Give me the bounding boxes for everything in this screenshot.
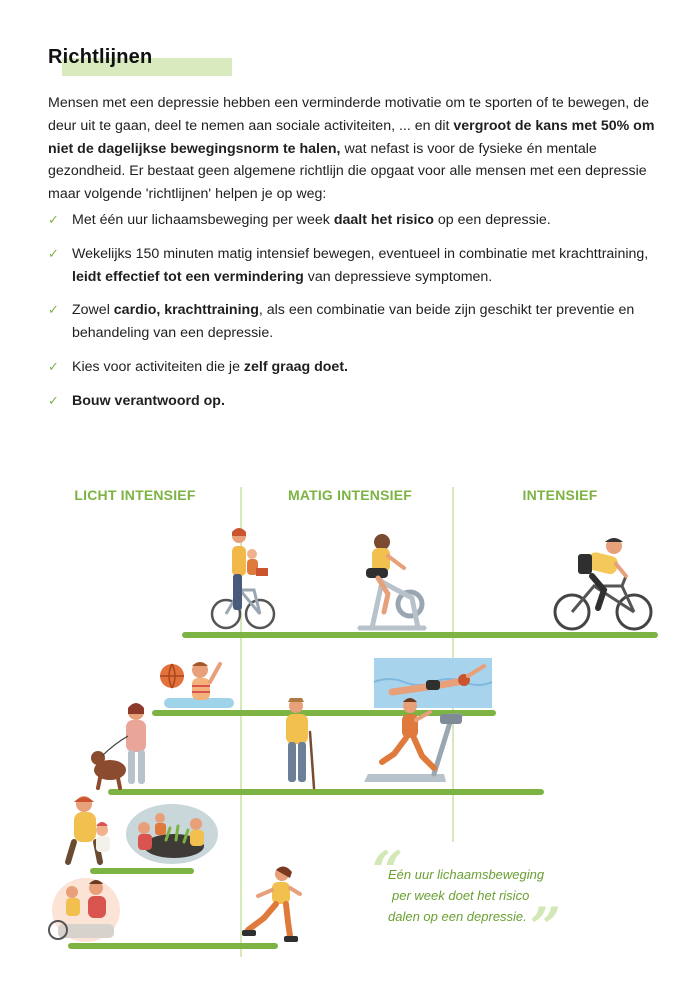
guideline-text: op een depressie.: [433, 212, 551, 228]
guideline-text: Kies voor activiteiten die je: [72, 358, 244, 375]
guideline-text-bold: leidt effectief tot een vermindering: [72, 268, 304, 285]
guideline-item: [48, 243, 660, 289]
intro-paragraph: [48, 92, 660, 206]
guideline-list: [48, 209, 660, 424]
treadmill-runner-icon: [360, 694, 464, 790]
guideline-text: Wekelijks 150 minuten matig intensief bewegen, eventueel in combinatie met krachttraining,: [72, 245, 649, 262]
guideline-text: , als een combinatie van beide zijn geschikt ter preventie en behandeling van een depressie.: [72, 302, 635, 342]
column-heading-intense: INTENSIEF: [522, 487, 598, 503]
exercise-bike-icon: [352, 528, 432, 632]
close-quote-icon: ”: [530, 895, 562, 959]
family-crafting-icon: [50, 874, 120, 944]
guideline-item: [48, 390, 660, 413]
quote-text: [388, 864, 608, 927]
guideline-text-bold: Bouw verantwoord op.: [72, 392, 225, 409]
guideline-text-bold: cardio, krachttraining: [113, 302, 259, 319]
page-title: Richtlijnen: [48, 46, 153, 68]
guideline-text: van depressieve symptomen.: [303, 268, 493, 285]
activity-bar: [108, 789, 544, 795]
intro-text-bold: vergroot de kans met 50% om niet de dagelijkse bewegingsnorm te halen,: [48, 117, 655, 157]
gardening-family-icon: [60, 792, 120, 868]
guideline-item: [48, 299, 660, 345]
column-heading-moderate: MATIG INTENSIEF: [287, 487, 413, 503]
guideline-item: [48, 356, 660, 379]
check-icon: ✓: [48, 392, 59, 408]
check-icon: ✓: [48, 245, 59, 261]
title-block: [48, 46, 152, 69]
quote-line: per week doet het risico: [392, 888, 530, 903]
guideline-text-bold: daalt het risico: [333, 212, 434, 228]
nordic-walker-icon: [278, 696, 320, 790]
guideline-item: [48, 209, 660, 232]
intro-text-part2: wat nefast is voor de fysieke én mentale gezondheid. Er bestaat geen algemene richtlijn die opgaat voor alle mensen met een depressie maar volgende 'richtlijnen' helpen je op weg:: [48, 140, 647, 203]
gardening-group-icon: [126, 800, 218, 864]
guideline-text: Met één uur lichaamsbeweging per week: [72, 212, 334, 228]
cycling-with-child-icon: [212, 524, 276, 634]
ball-playing-swimmer-icon: [158, 654, 234, 710]
check-icon: ✓: [48, 212, 59, 227]
guideline-text: Zowel: [72, 302, 114, 319]
open-quote-icon: “: [372, 839, 404, 903]
quote-line: Eén uur lichaamsbeweging: [388, 867, 545, 882]
racing-cyclist-icon: [552, 536, 656, 632]
check-icon: ✓: [48, 302, 59, 318]
intro-text-part1: Mensen met een depressie hebben een verminderde motivatie om te sporten of te bewegen, de deur uit te gaan, deel te nemen aan sociale activiteiten, ... en dit: [48, 95, 649, 134]
guideline-text-bold: zelf graag doet.: [243, 358, 348, 375]
inline-skater-icon: [240, 864, 304, 946]
quote-line: dalen op een depressie.: [388, 909, 527, 924]
column-heading-light: LICHT INTENSIEF: [74, 487, 196, 503]
dog-walker-icon: [88, 700, 158, 792]
check-icon: ✓: [48, 358, 59, 374]
